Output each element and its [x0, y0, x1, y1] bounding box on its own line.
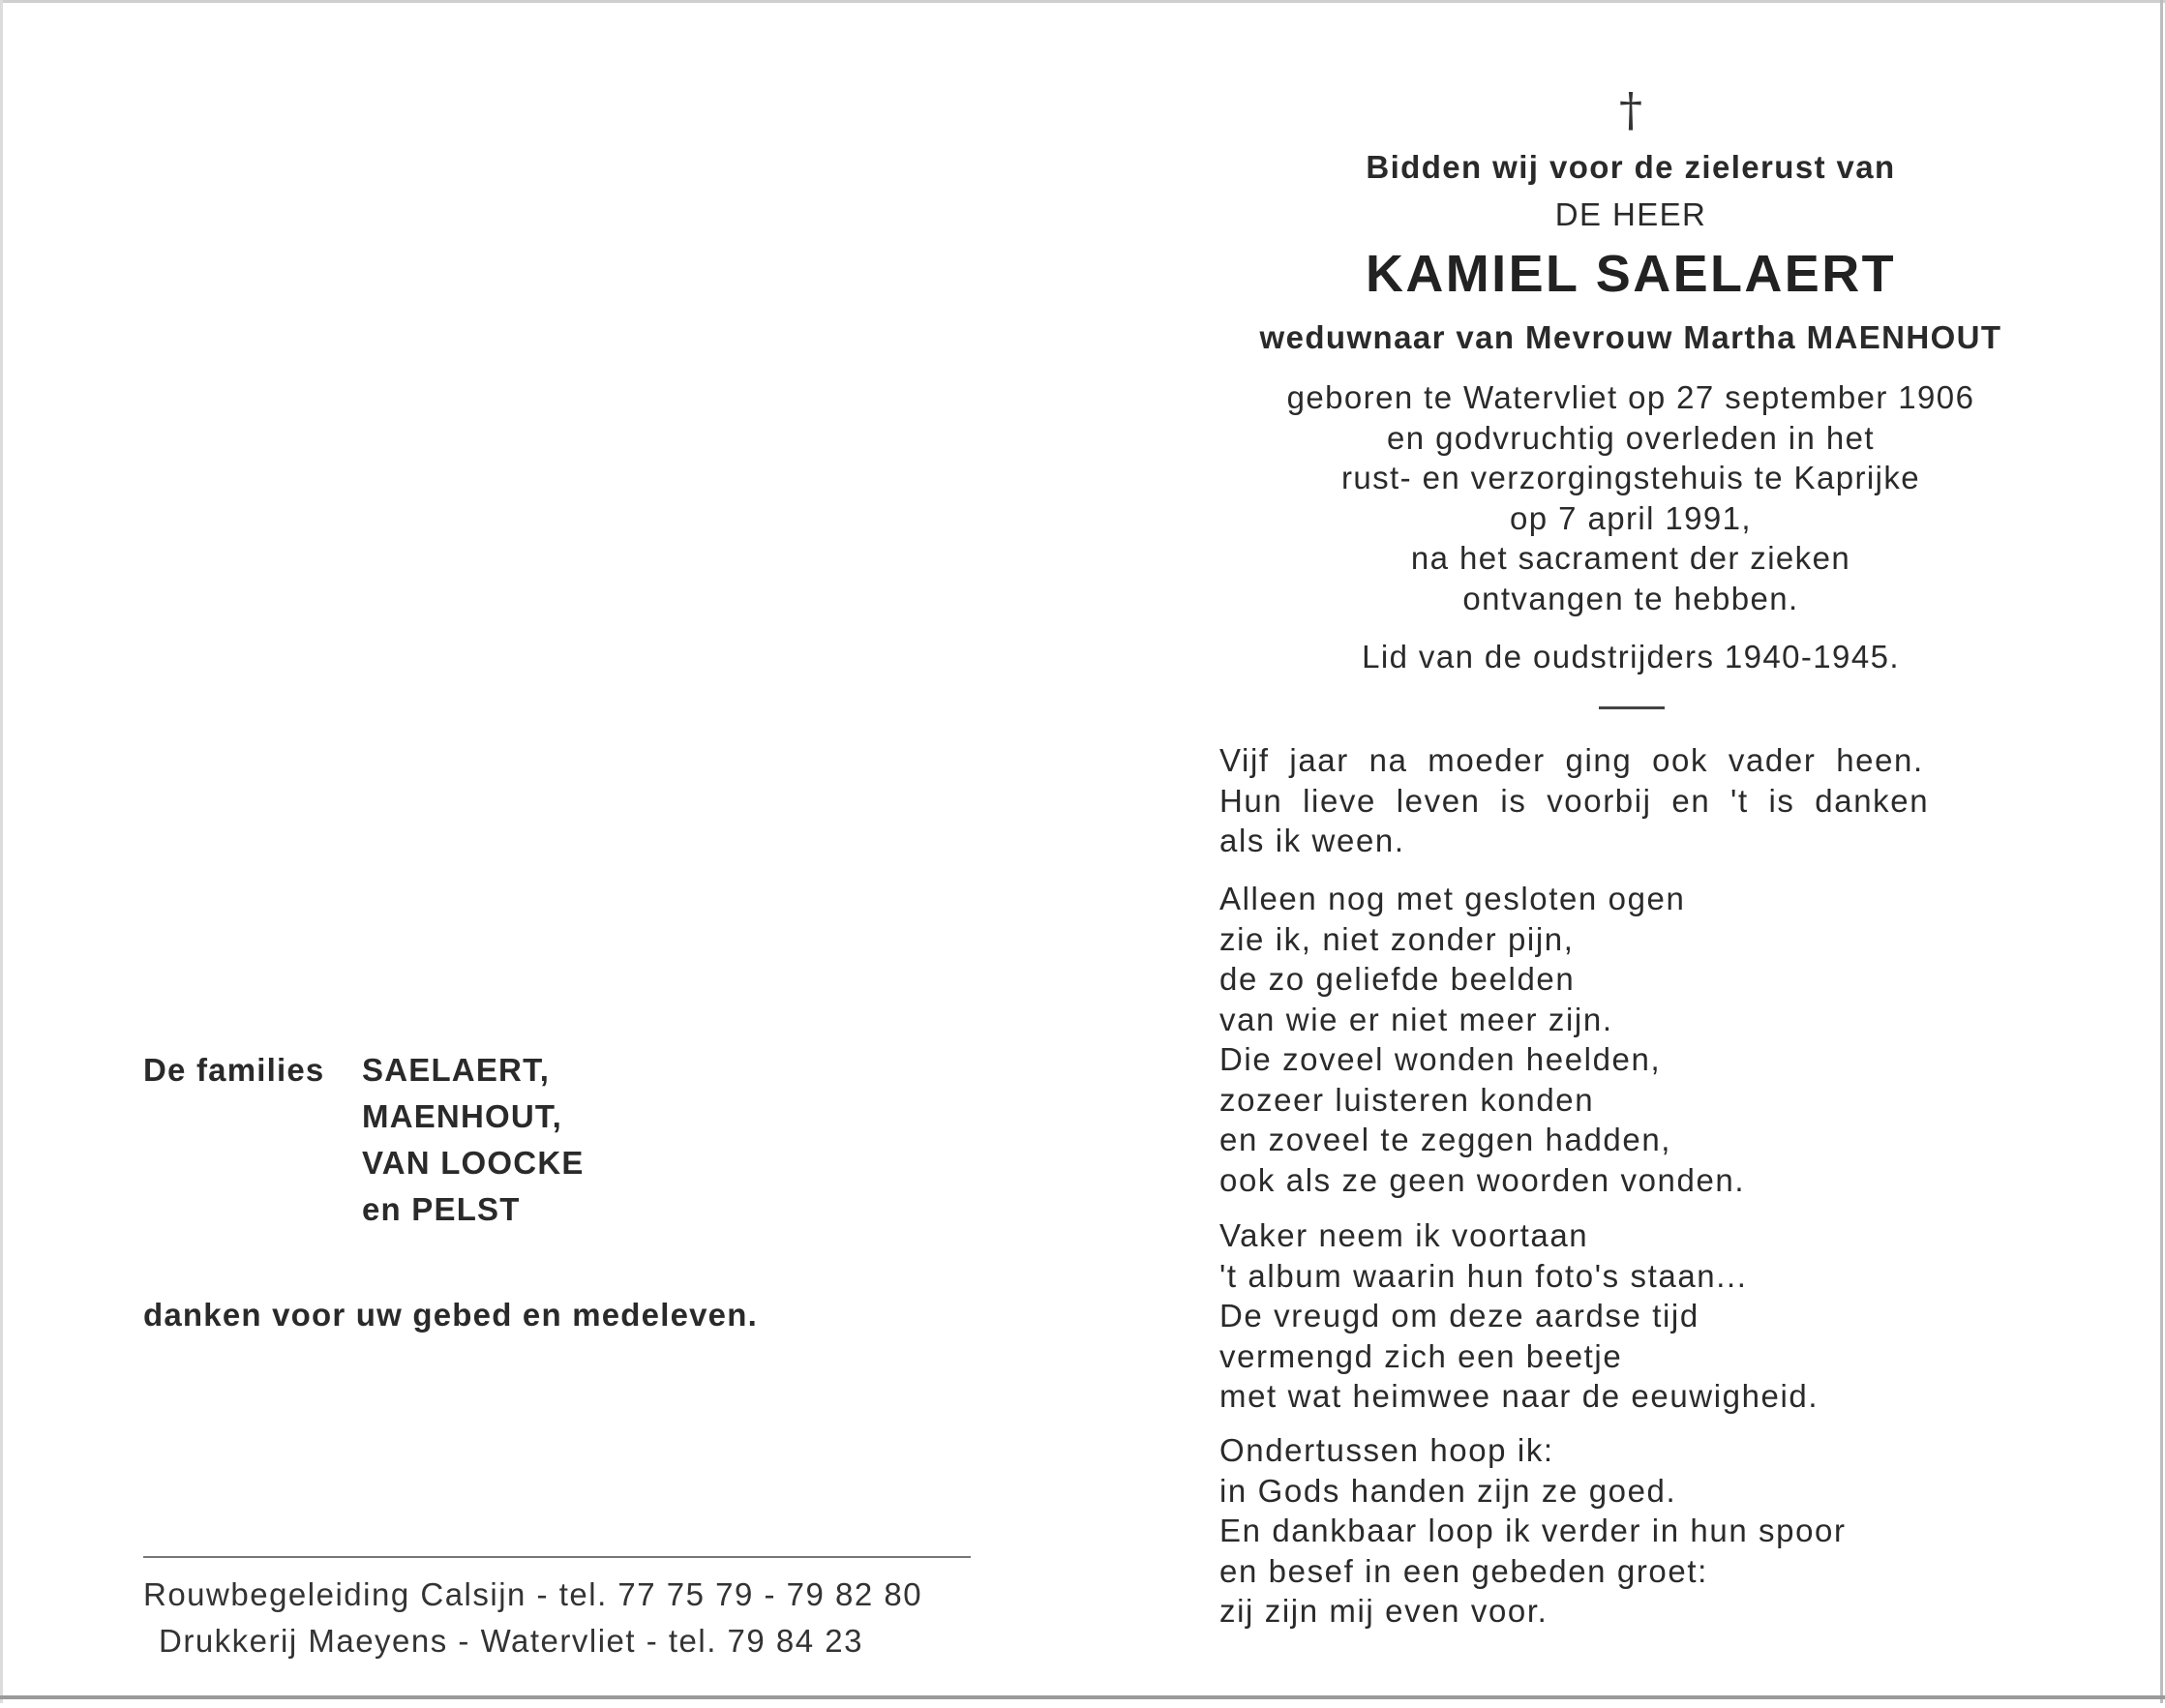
poem-line: Vijf jaar na moeder ging ook vader heen.	[1219, 742, 1924, 778]
poem-line: vermengd zich een beetje	[1219, 1337, 1623, 1374]
bio-line: geboren te Watervliet op 27 september 1906	[1286, 379, 1975, 415]
family-name: MAENHOUT,	[362, 1098, 562, 1134]
families-label: De families	[143, 1052, 325, 1088]
footer-line-funeral-service: Rouwbegeleiding Calsijn - tel. 77 75 79 - 79 82 80	[143, 1576, 923, 1612]
poem-line: 't album waarin hun foto's staan...	[1219, 1257, 1748, 1294]
widower-line: weduwnaar van Mevrouw Martha MAENHOUT	[1259, 319, 2002, 355]
poem-stanza-2	[1219, 879, 2090, 1200]
card-top-edge	[0, 0, 2165, 3]
poem-line: zij zijn mij even voor.	[1219, 1593, 1549, 1629]
bio-line: na het sacrament der zieken	[1410, 540, 1851, 576]
poem-line: van wie er niet meer zijn.	[1219, 1001, 1613, 1037]
bio-line: rust- en verzorgingstehuis te Kaprijke	[1341, 460, 1920, 495]
poem-line: zie ik, niet zonder pijn,	[1219, 920, 1575, 957]
footer-divider	[143, 1556, 971, 1558]
families-block	[143, 1047, 585, 1233]
family-row	[143, 1140, 585, 1186]
footer-line-printer: Drukkerij Maeyens - Watervliet - tel. 79 84 23	[159, 1623, 864, 1659]
veteran-line: Lid van de oudstrijders 1940-1945.	[1362, 639, 1900, 674]
deceased-name: KAMIEL SAELAERT	[1365, 245, 1897, 303]
thanks-text: danken voor uw gebed en medeleven.	[143, 1297, 758, 1333]
honorific-title: DE HEER	[1554, 196, 1707, 232]
poem-line: De vreugd om deze aardse tijd	[1219, 1298, 1699, 1333]
biography	[1205, 377, 2057, 618]
section-divider	[1599, 706, 1665, 709]
printer-footer	[143, 1572, 976, 1664]
cross-icon: †	[1619, 83, 1642, 137]
poem-line: Ondertussen hoop ik:	[1219, 1432, 1554, 1468]
card-left-edge	[0, 0, 3, 1703]
bio-line: op 7 april 1991,	[1510, 499, 1752, 536]
family-name: VAN LOOCKE	[362, 1145, 585, 1181]
family-row	[143, 1047, 585, 1094]
poem-line: Vaker neem ik voortaan	[1219, 1217, 1589, 1253]
poem-stanza-1	[1219, 740, 2090, 861]
poem-line: en zoveel te zeggen hadden,	[1219, 1122, 1672, 1157]
poem-line: En dankbaar loop ik verder in hun spoor	[1219, 1513, 1847, 1548]
poem-stanza-3	[1219, 1215, 2090, 1417]
poem-line: Alleen nog met gesloten ogen	[1219, 881, 1686, 916]
poem-stanza-4	[1219, 1430, 2090, 1632]
poem-line: als ik ween.	[1219, 823, 1405, 858]
card-bottom-edge	[0, 1695, 2165, 1699]
poem-line: Die zoveel wonden heelden,	[1219, 1041, 1662, 1077]
family-row	[143, 1186, 585, 1233]
poem-line: Hun lieve leven is voorbij en 't is danken	[1219, 782, 1930, 819]
family-name: SAELAERT,	[362, 1052, 551, 1088]
poem-line: ook als ze geen woorden vonden.	[1219, 1161, 1746, 1198]
poem-line: en besef in een gebeden groet:	[1219, 1552, 1708, 1589]
bio-line: en godvruchtig overleden in het	[1387, 419, 1875, 456]
prayer-heading: Bidden wij voor de zielerust van	[1366, 149, 1896, 185]
poem-line: zozeer luisteren konden	[1219, 1081, 1595, 1118]
poem-line: in Gods handen zijn ze goed.	[1219, 1472, 1677, 1509]
family-name: en PELST	[362, 1191, 521, 1227]
poem-line: met wat heimwee naar de eeuwigheid.	[1219, 1378, 1819, 1414]
card-right-edge	[2160, 0, 2163, 1703]
family-row	[143, 1094, 585, 1140]
bio-line: ontvangen te hebben.	[1462, 580, 1799, 616]
poem-line: de zo geliefde beelden	[1219, 961, 1576, 997]
